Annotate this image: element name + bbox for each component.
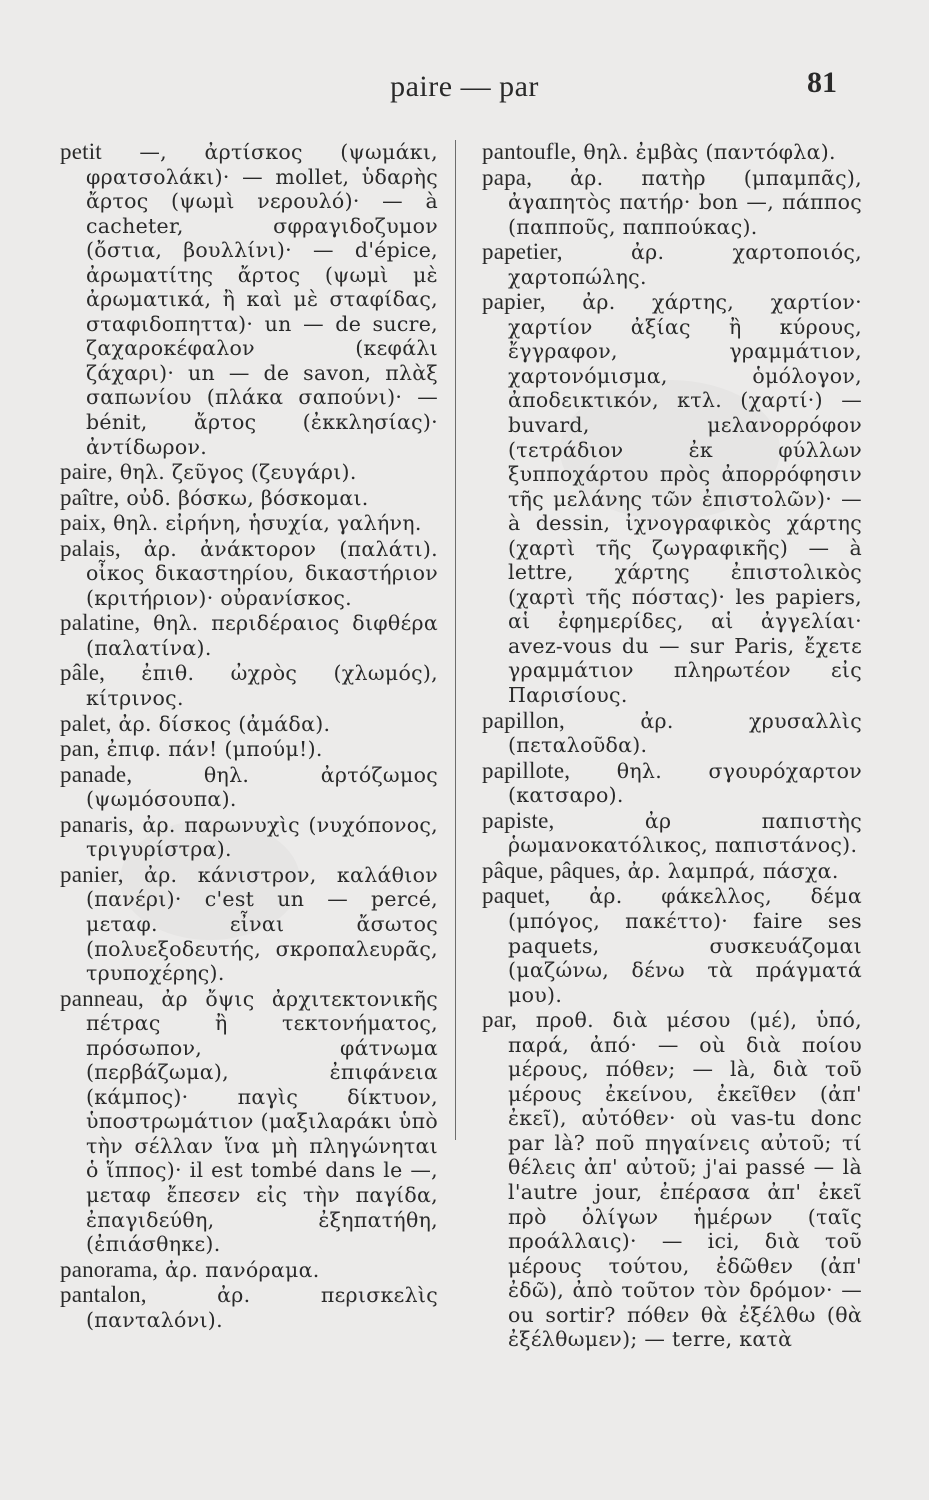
entry-definition: ἐπιθ. ὠχρὸς (χλωμός), κίτρινος.: [86, 661, 438, 711]
entry-definition: θηλ. περιδέραιος διφθέρα (παλατίνα).: [86, 611, 438, 660]
entry-headword: palatine,: [60, 610, 141, 636]
entry-definition: ἀρ. λαμπρά, πάσχα.: [620, 858, 839, 883]
entry-headword: pan,: [60, 736, 100, 762]
entry-headword: panaris,: [60, 811, 134, 837]
entry-headword: paire,: [60, 459, 113, 485]
entry-headword: pâque, pâques,: [482, 857, 621, 883]
entry-definition: ἀρ. παρωνυχὶς (νυχόπονος, τριγυρίστρα).: [86, 812, 438, 862]
dictionary-entry: [60, 813, 438, 862]
dictionary-entry: [482, 809, 862, 858]
entry-definition: ἀρ. χάρτης, χαρτίον· χαρτίον ἀξίας ἢ κύρους, ἔγγραφον, γραμμάτιον, χαρτονόμισμα, ὁμόλογον, ἀποδεικτικόν, κτλ. (χαρτί·) — buvard, μελανορρόφον (τετράδιον ἐκ φύλλων ξυπποχάρτου πρὸς ἀπορρόφησιν τῆς μελάνης τῶν ἐπιστολῶν)· — à dessin, ἰχνογραφικὸς χάρτης (χαρτὶ τῆς ζωγραφικῆς) — à lettre, χάρτης ἐπιστολικὸς (χαρτὶ τῆς πόστας)· les papiers, αἱ ἐφημερίδες, αἱ ἀγγελίαι· avez-vous du — sur Paris, ἔχετε γραμμάτιον πληρωτέον εἰς Παρισίους.: [508, 290, 862, 708]
dictionary-entry: [60, 1258, 438, 1283]
dictionary-entry: [482, 709, 862, 758]
entry-headword: palais,: [60, 535, 121, 561]
entry-headword: pâle,: [60, 660, 106, 686]
entry-definition: θηλ. ἐμβὰς (παντόφλα).: [576, 140, 836, 164]
entry-headword: pantalon,: [60, 1282, 147, 1308]
dictionary-entry: [60, 140, 438, 459]
entry-definition: ἀρ. κάνιστρον, καλάθιον (πανέρι)· c'est un — percé, μεταφ. εἶναι ἄσωτος (πολυεξοδευτής, σκροπαλευρᾶς, τρυποχέρης).: [86, 862, 438, 986]
entry-headword: par,: [482, 1007, 517, 1033]
dictionary-entry: [60, 987, 438, 1257]
entry-definition: θηλ. ἀρτόζωμος (ψωμόσουπα).: [86, 762, 438, 812]
entry-headword: panorama,: [60, 1256, 159, 1282]
entry-headword: papa,: [482, 164, 533, 190]
dictionary-entry: [482, 290, 862, 707]
dictionary-entry: [60, 863, 438, 986]
entry-headword: papillote,: [482, 757, 571, 783]
dictionary-entry: [60, 712, 438, 737]
dictionary-entry: [482, 240, 862, 289]
entry-definition: ἀρ. φάκελλος, δέμα (μπόγος, πακέττο)· faire ses paquets, συσκευάζομαι (μαζώνω, δένω τὰ πράγματά μου).: [508, 884, 862, 1007]
entry-headword: papiste,: [482, 807, 555, 833]
entry-headword: pantoufle,: [482, 140, 577, 164]
entry-definition: θηλ. ζεῦγος (ζευγάρι).: [112, 460, 357, 485]
entry-definition: —, ἀρτίσκος (ψωμάκι, φρατσολάκι)· — mollet, ὑδαρὴς ἄρτος (ψωμὶ νερουλό)· — à cacheter, σφραγιδοζυμον (ὄστια, βουλλίνι)· — d'épice, ἀρωματίτης ἄρτος (ψωμὶ μὲ ἀρωματικά, ἢ καὶ μὲ σταφίδας, σταφιδοπηττα)· un — de sucre, ζαχαροκέφαλον (κεφάλι ζάχαρι)· un — de savon, πλὰξ σαπωνίου (πλάκα σαπούνι)· — bénit, ἄρτος (ἐκκλησίας)· ἀντίδωρον.: [86, 140, 438, 459]
dictionary-entry: [60, 511, 438, 536]
dictionary-entry: [482, 1008, 862, 1352]
page-header: [0, 62, 929, 112]
entry-definition: οὐδ. βόσκω, βόσκομαι.: [119, 485, 369, 510]
dictionary-entry: [482, 166, 862, 240]
entry-definition: ἀρ. ἀνάκτορον (παλάτι). οἶκος δικαστηρίου, δικαστήριον (κριτήριον)· οὐρανίσκος.: [86, 536, 438, 610]
dictionary-entry: [482, 759, 862, 808]
left-column: [60, 140, 438, 1440]
entry-definition: ἀρ. δίσκος (ἀμάδα).: [111, 711, 331, 736]
entry-definition: ἀρ. πανόραμα.: [158, 1257, 320, 1282]
entry-definition: θηλ. σγουρόχαρτον (κατσαρο).: [508, 758, 862, 808]
column-divider: [455, 140, 456, 1140]
page-number: 81: [807, 66, 837, 99]
entry-headword: papillon,: [482, 707, 565, 733]
entry-definition: προθ. διὰ μέσου (μέ), ὑπό, παρά, ἀπό· — où διὰ ποίου μέρους, πόθεν; — là, διὰ τοῦ μέρους ἐκείνου, ἐκεῖθεν (ἀπ' ἐκεῖ), αὐτόθεν· où vas-tu donc par là? ποῦ πηγαίνεις αὐτοῦ; τί θέλεις ἀπ' αὐτοῦ; j'ai passé — là l'autre jour, ἐπέρασα ἀπ' ἐκεῖ πρὸ ὀλίγων ἡμέρων (ταῖς προάλλαις)· — ici, διὰ τοῦ μέρους τούτου, ἐδῶθεν (ἀπ' ἐδῶ), ἀπὸ τοῦτον τὸν δρόμον· — ou sortir? πόθεν θὰ ἐξέλθω (θὰ ἐξέλθωμεν); — terre, κατὰ: [508, 1008, 862, 1352]
dictionary-entry: [60, 737, 438, 762]
dictionary-entry: [60, 537, 438, 611]
entry-headword: panade,: [60, 761, 133, 787]
entry-definition: ἀρ ὄψις ἀρχιτεκτονικῆς πέτρας ἢ τεκτονήματος, πρόσωπον, φάτνωμα (περβάζωμα), ἐπιφάνεια (κάμπος)· παγὶς δίκτυον, ὑποστρωμάτιον (μαξιλαράκι ὑπὸ τὴν σέλλαν ἵνα μὴ πληγώνηται ὁ ἵππος)· il est tombé dans le —, μεταφ ἔπεσεν εἰς τὴν παγίδα, ἐπαγιδεύθη, ἐξηπατήθη, (ἐπιάσθηκε).: [86, 986, 438, 1257]
entry-definition: ἀρ. χαρτοποιός, χαρτοπώλης.: [508, 240, 862, 289]
entry-definition: ἀρ. χρυσαλλὶς (πεταλοῦδα).: [508, 708, 862, 758]
running-head: paire — par: [390, 70, 539, 103]
dictionary-entry: [482, 140, 862, 165]
entry-definition: ἐπιφ. πάν! (μπούμ!).: [99, 737, 323, 762]
dictionary-entry: [60, 611, 438, 660]
dictionary-entry: [60, 460, 438, 485]
right-column: [482, 140, 862, 1440]
entry-headword: panneau,: [60, 985, 144, 1011]
entry-headword: palet,: [60, 710, 112, 736]
dictionary-entry: [60, 1283, 438, 1332]
entry-headword: paître,: [60, 484, 120, 510]
dictionary-entry: [482, 859, 862, 884]
entry-headword: papier,: [482, 289, 546, 315]
entry-headword: papetier,: [482, 239, 563, 265]
entry-headword: paquet,: [482, 883, 551, 909]
entry-definition: ἀρ. περισκελὶς (πανταλόνι).: [86, 1283, 438, 1332]
dictionary-entry: [60, 486, 438, 511]
entry-headword: paix,: [60, 510, 107, 536]
dictionary-entry: [60, 661, 438, 710]
entry-headword: petit: [60, 140, 102, 164]
dictionary-entry: [60, 763, 438, 812]
entry-definition: ἀρ παπιστὴς ῥωμανοκατόλικος, παπιστάνος).: [508, 808, 862, 858]
dictionary-entry: [482, 884, 862, 1007]
entry-definition: θηλ. εἰρήνη, ἡσυχία, γαλήνη.: [106, 511, 422, 536]
entry-headword: panier,: [60, 861, 124, 887]
entry-definition: ἀρ. πατὴρ (μπαμπᾶς), ἀγαπητὸς πατήρ· bon —, πάππος (παπποῦς, παππούκας).: [508, 165, 862, 239]
